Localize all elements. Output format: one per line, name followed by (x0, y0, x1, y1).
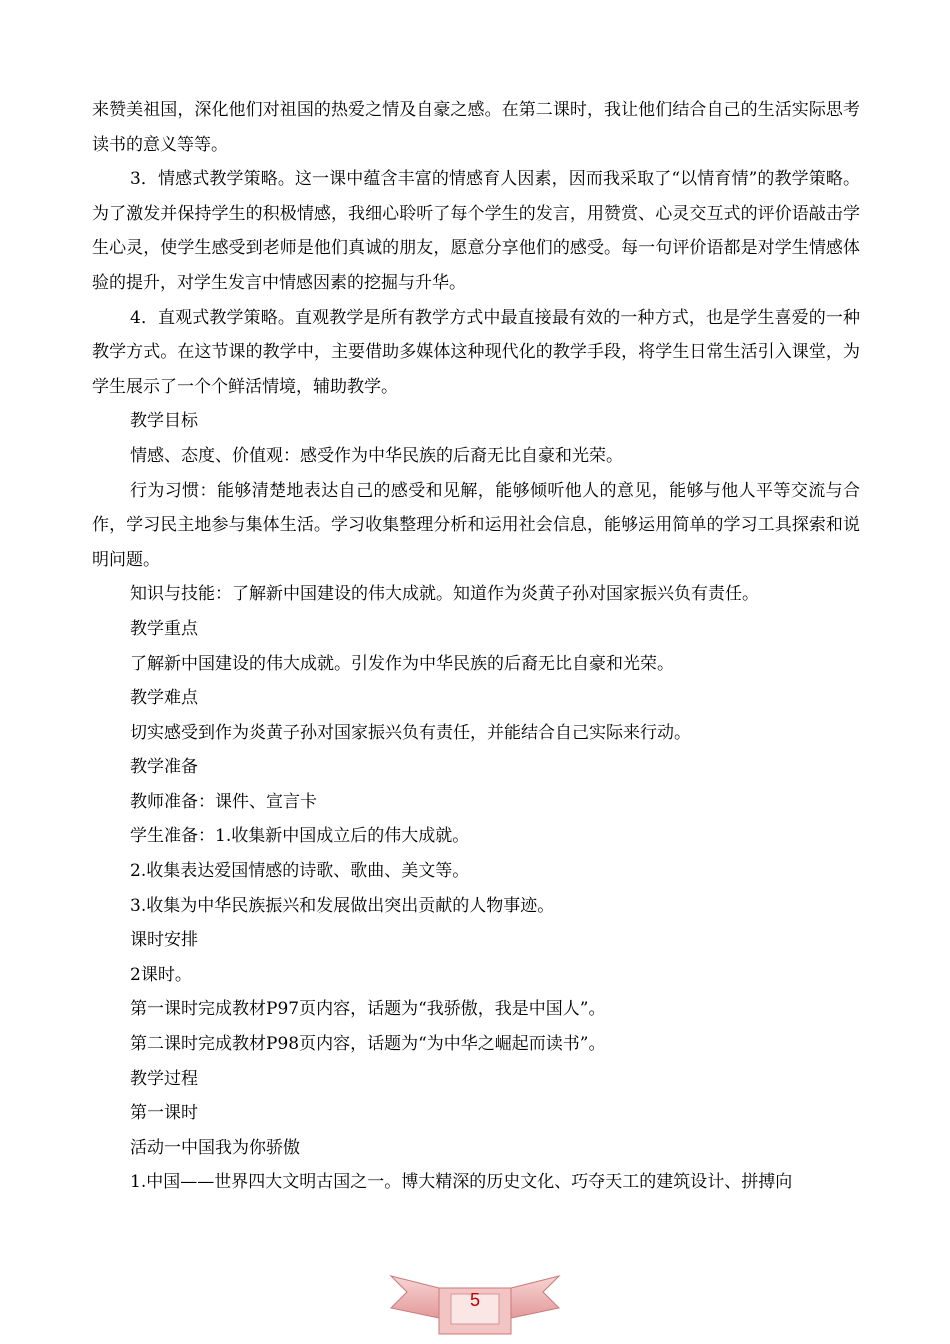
paragraph-teacher-prep: 教师准备：课件、宣言卡 (130, 791, 317, 812)
heading-difficulties: 教学难点 (130, 688, 198, 709)
paragraph-activity-one-item-1: 1.中国——世界四大文明古国之一。博大精深的历史文化、巧夺天工的建筑设计、拼搏向 (130, 1172, 793, 1193)
page-footer (0, 1270, 950, 1344)
paragraph-key-points: 了解新中国建设的伟大成就。引发作为中华民族的后裔无比自豪和光荣。 (130, 653, 674, 674)
heading-teaching-goals: 教学目标 (130, 411, 198, 432)
heading-schedule: 课时安排 (130, 930, 198, 951)
paragraph-student-prep-1: 学生准备：1.收集新中国成立后的伟大成就。 (130, 826, 470, 847)
heading-key-points: 教学重点 (130, 618, 198, 639)
paragraph-schedule-second: 第二课时完成教材P98页内容，话题为“为中华之崛起而读书”。 (130, 1034, 606, 1055)
paragraph-emotion-goal: 情感、态度、价值观：感受作为中华民族的后裔无比自豪和光荣。 (130, 445, 623, 466)
paragraph-schedule-first: 第一课时完成教材P97页内容，话题为“我骄傲，我是中国人”。 (130, 999, 606, 1020)
heading-activity-one: 活动一中国我为你骄傲 (130, 1137, 300, 1158)
paragraph-1: 来赞美祖国，深化他们对祖国的热爱之情及自豪之感。在第二课时，我让他们结合自己的生活实际思考读书的意义等等。 (92, 100, 860, 155)
paragraph-student-prep-2: 2.收集表达爱国情感的诗歌、歌曲、美文等。 (130, 861, 470, 882)
paragraph-knowledge-goal: 知识与技能：了解新中国建设的伟大成就。知道作为炎黄子孙对国家振兴负有责任。 (130, 584, 759, 605)
paragraph-schedule-count: 2课时。 (130, 964, 192, 985)
heading-process: 教学过程 (130, 1068, 198, 1089)
heading-first-lesson: 第一课时 (130, 1103, 198, 1124)
paragraph-student-prep-3: 3.收集为中华民族振兴和发展做出突出贡献的人物事迹。 (130, 895, 555, 916)
paragraph-behavior-goal: 行为习惯：能够清楚地表达自己的感受和见解，能够倾听他人的意见，能够与他人平等交流与合作，学习民主地参与集体生活。学习收集整理分析和运用社会信息，能够运用简单的学习工具探索和说明问题。 (92, 480, 860, 570)
paragraph-2: 3．情感式教学策略。这一课中蕴含丰富的情感育人因素，因而我采取了“以情育情”的教学策略。为了激发并保持学生的积极情感，我细心聆听了每个学生的发言，用赞赏、心灵交互式的评价语敲击学生心灵，使学生感受到老师是他们真诚的朋友，愿意分享他们的感受。每一句评价语都是对学生情感体验的提升，对学生发言中情感因素的挖掘与升华。 (92, 169, 860, 293)
paragraph-difficulties: 切实感受到作为炎黄子孙对国家振兴负有责任，并能结合自己实际来行动。 (130, 722, 691, 743)
paragraph-3: 4．直观式教学策略。直观教学是所有教学方式中最直接最有效的一种方式，也是学生喜爱的一种教学方式。在这节课的教学中，主要借助多媒体这种现代化的教学手段，将学生日常生活引入课堂，为学生展示了一个个鲜活情境，辅助教学。 (92, 307, 860, 397)
heading-preparation: 教学准备 (130, 757, 198, 778)
page-number: 5 (469, 1290, 480, 1310)
document-body (92, 93, 860, 1200)
